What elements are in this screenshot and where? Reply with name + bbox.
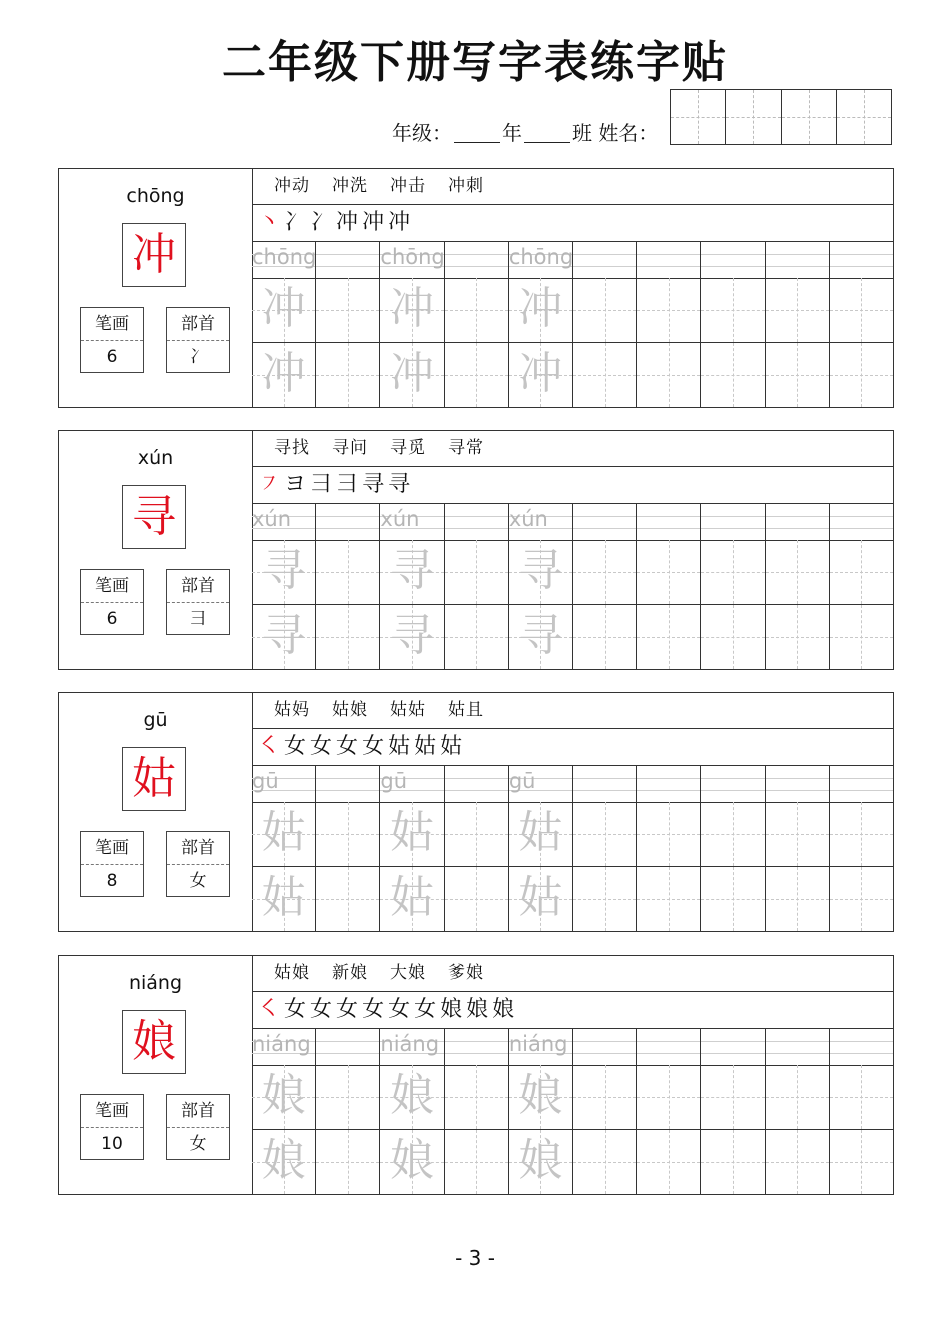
trace-character: 冲	[518, 283, 563, 334]
pinyin-cell[interactable]	[573, 766, 637, 802]
stroke-count-value: 6	[106, 347, 118, 367]
character-pinyin: gū	[143, 709, 168, 731]
pinyin-cell[interactable]	[830, 1029, 893, 1065]
writing-grid-cell[interactable]	[573, 802, 637, 866]
trace-character: 娘	[518, 1070, 563, 1121]
name-box-cell[interactable]	[782, 90, 837, 144]
writing-grid-cell[interactable]	[380, 1130, 444, 1194]
writing-grid-cell[interactable]	[509, 278, 573, 342]
character-pinyin: xún	[137, 447, 174, 469]
stroke-step: 姑	[414, 734, 437, 759]
radical-box	[166, 569, 230, 635]
writing-grid-cell[interactable]	[766, 1130, 830, 1194]
example-word: 冲动	[274, 176, 310, 196]
pinyin-cell[interactable]	[252, 504, 316, 540]
grade-label: 年级：	[392, 120, 452, 145]
example-words	[252, 693, 893, 729]
pinyin-cell[interactable]	[830, 242, 893, 278]
radical-box	[166, 1094, 230, 1160]
example-words	[252, 956, 893, 992]
name-box-cell[interactable]	[726, 90, 781, 144]
writing-grid-cell[interactable]	[252, 540, 316, 604]
writing-grid-row	[252, 1130, 893, 1194]
pinyin-cell[interactable]	[766, 1029, 830, 1065]
writing-grid-cell[interactable]	[509, 1065, 573, 1129]
trace-character: 娘	[261, 1070, 306, 1121]
page-title: 二年级下册写字表练字贴	[222, 37, 728, 88]
stroke-step: 冫	[284, 210, 307, 235]
writing-grid-cell[interactable]	[316, 605, 380, 669]
pinyin-cell[interactable]	[637, 1029, 701, 1065]
pinyin-row	[252, 766, 893, 803]
pinyin-cell[interactable]	[316, 1029, 380, 1065]
trace-character: 姑	[390, 807, 434, 858]
pinyin-cell[interactable]	[445, 242, 509, 278]
writing-grid-row	[252, 278, 893, 343]
pinyin-cell[interactable]	[766, 766, 830, 802]
writing-grid-cell[interactable]	[637, 278, 701, 342]
writing-grid-cell[interactable]	[701, 802, 765, 866]
stroke-step: 寻	[388, 472, 411, 497]
writing-grid-cell[interactable]	[445, 867, 509, 931]
class-blank[interactable]	[524, 122, 570, 143]
pinyin-cell[interactable]	[316, 504, 380, 540]
character-display: 姑	[122, 747, 186, 811]
character-card	[58, 430, 894, 670]
pinyin-trace: niáng	[508, 1032, 568, 1056]
writing-grid-cell[interactable]	[573, 1130, 637, 1194]
writing-grid-cell[interactable]	[766, 540, 830, 604]
pinyin-cell[interactable]	[380, 504, 444, 540]
practice-area	[252, 431, 893, 669]
stroke-step: ヨ	[284, 472, 307, 497]
practice-area	[252, 169, 893, 407]
writing-grid-cell[interactable]	[830, 867, 893, 931]
character-card	[58, 955, 894, 1195]
writing-grid-cell[interactable]	[701, 278, 765, 342]
writing-grid-cell[interactable]	[380, 540, 444, 604]
writing-grid-cell[interactable]	[573, 1065, 637, 1129]
example-word: 冲击	[390, 176, 426, 196]
stroke-step: 女	[284, 997, 307, 1022]
stroke-step: 冲	[388, 210, 411, 235]
stroke-step: ㇛	[258, 997, 281, 1022]
stroke-order	[252, 992, 893, 1029]
stroke-count-box	[80, 1094, 144, 1160]
trace-character: 冲	[390, 348, 434, 399]
pinyin-trace: xún	[380, 507, 420, 531]
writing-grid-cell[interactable]	[830, 343, 893, 407]
pinyin-trace: niáng	[252, 1032, 311, 1056]
writing-grid-cell[interactable]	[637, 802, 701, 866]
stroke-count-value: 8	[106, 871, 118, 891]
writing-grid-cell[interactable]	[701, 867, 765, 931]
stroke-step: ㇇	[258, 472, 281, 497]
writing-grid-cell[interactable]	[445, 343, 509, 407]
writing-grid-cell[interactable]	[316, 343, 380, 407]
stroke-order	[252, 205, 893, 242]
practice-area	[252, 956, 893, 1194]
writing-grid-cell[interactable]	[252, 1130, 316, 1194]
pinyin-row	[252, 504, 893, 541]
name-label: 姓名：	[598, 120, 659, 145]
stroke-count-value: 10	[101, 1134, 123, 1154]
trace-character: 冲	[390, 283, 434, 334]
writing-grid-cell[interactable]	[316, 867, 380, 931]
trace-character: 寻	[518, 545, 563, 596]
pinyin-cell[interactable]	[573, 1029, 637, 1065]
writing-grid-cell[interactable]	[445, 540, 509, 604]
writing-grid-cell[interactable]	[701, 605, 765, 669]
name-box-cell[interactable]	[671, 90, 726, 144]
stroke-order	[252, 729, 893, 766]
character-info	[59, 431, 253, 669]
pinyin-cell[interactable]	[830, 504, 893, 540]
trace-character: 寻	[518, 610, 563, 661]
pinyin-cell[interactable]	[509, 766, 573, 802]
writing-grid-cell[interactable]	[766, 278, 830, 342]
pinyin-cell[interactable]	[445, 766, 509, 802]
stroke-step: 女	[310, 734, 333, 759]
trace-character: 姑	[518, 872, 563, 923]
character-info	[59, 956, 253, 1194]
pinyin-cell[interactable]	[701, 1029, 765, 1065]
stroke-step: 女	[362, 734, 385, 759]
writing-grid-cell[interactable]	[830, 605, 893, 669]
radical-label: 部首	[167, 308, 229, 341]
stroke-step: ㇛	[258, 734, 281, 759]
stroke-count-label: 笔画	[81, 1095, 143, 1128]
writing-grid-cell[interactable]	[830, 278, 893, 342]
writing-grid-cell[interactable]	[830, 540, 893, 604]
character-info	[59, 693, 253, 931]
stroke-count-label: 笔画	[81, 832, 143, 865]
example-word: 姑娘	[332, 700, 368, 720]
practice-area	[252, 693, 893, 931]
pinyin-cell[interactable]	[316, 766, 380, 802]
stroke-count-label: 笔画	[81, 570, 143, 603]
writing-grid-cell[interactable]	[252, 278, 316, 342]
writing-grid-cell[interactable]	[701, 1065, 765, 1129]
radical-value: 女	[189, 871, 207, 891]
stroke-step: 女	[414, 997, 437, 1022]
writing-grid-cell[interactable]	[766, 1065, 830, 1129]
stroke-step: 女	[336, 734, 359, 759]
writing-grid-cell[interactable]	[380, 343, 444, 407]
writing-grid-row	[252, 605, 893, 669]
character-card	[58, 168, 894, 408]
pinyin-cell[interactable]	[766, 504, 830, 540]
stroke-step: 寻	[362, 472, 385, 497]
name-box-cell[interactable]	[837, 90, 891, 144]
writing-grid-cell[interactable]	[380, 278, 444, 342]
writing-grid-cell[interactable]	[380, 605, 444, 669]
stroke-step: 姑	[388, 734, 411, 759]
pinyin-trace: chōng	[380, 245, 445, 269]
pinyin-trace: niáng	[380, 1032, 440, 1056]
stroke-count-box	[80, 569, 144, 635]
writing-grid-cell[interactable]	[509, 802, 573, 866]
stroke-count-value: 6	[106, 609, 118, 629]
radical-box	[166, 307, 230, 373]
writing-grid-cell[interactable]	[573, 343, 637, 407]
pinyin-trace: xún	[252, 507, 292, 531]
radical-value: 彐	[189, 609, 207, 629]
pinyin-trace: chōng	[252, 245, 317, 269]
example-word: 姑且	[448, 700, 484, 720]
example-words	[252, 169, 893, 205]
stroke-step: 女	[284, 734, 307, 759]
character-info	[59, 169, 253, 407]
writing-grid-cell[interactable]	[509, 1130, 573, 1194]
writing-grid-cell[interactable]	[637, 605, 701, 669]
stroke-step: 女	[310, 997, 333, 1022]
pinyin-cell[interactable]	[637, 766, 701, 802]
writing-grid-cell[interactable]	[445, 802, 509, 866]
example-word: 爹娘	[448, 963, 484, 983]
pinyin-cell[interactable]	[509, 242, 573, 278]
writing-grid-cell[interactable]	[701, 343, 765, 407]
writing-grid-row	[252, 540, 893, 605]
writing-grid-cell[interactable]	[509, 343, 573, 407]
stroke-step: 冫	[310, 210, 333, 235]
pinyin-cell[interactable]	[316, 242, 380, 278]
writing-grid-cell[interactable]	[252, 867, 316, 931]
grade-blank[interactable]	[454, 122, 500, 143]
writing-grid-row	[252, 1065, 893, 1130]
example-word: 冲洗	[332, 176, 368, 196]
writing-grid-cell[interactable]	[637, 343, 701, 407]
trace-character: 寻	[261, 610, 306, 661]
writing-grid-cell[interactable]	[380, 867, 444, 931]
writing-grid-cell[interactable]	[509, 867, 573, 931]
writing-grid-cell[interactable]	[766, 802, 830, 866]
year-label: 年	[502, 120, 522, 145]
radical-value: 女	[189, 1134, 207, 1154]
stroke-step: 丶	[258, 210, 281, 235]
writing-grid-cell[interactable]	[316, 540, 380, 604]
radical-value: 冫	[189, 347, 207, 367]
radical-box	[166, 831, 230, 897]
pinyin-trace: xún	[508, 507, 548, 531]
pinyin-cell[interactable]	[445, 504, 509, 540]
example-words	[252, 431, 893, 467]
writing-grid-cell[interactable]	[316, 1130, 380, 1194]
trace-character: 寻	[261, 545, 306, 596]
writing-grid-cell[interactable]	[637, 1130, 701, 1194]
example-word: 寻常	[448, 438, 484, 458]
example-word: 姑姑	[390, 700, 426, 720]
stroke-step: 冲	[336, 210, 359, 235]
trace-character: 冲	[518, 348, 563, 399]
pinyin-cell[interactable]	[637, 504, 701, 540]
stroke-step: 女	[362, 997, 385, 1022]
stroke-step: 娘	[466, 997, 489, 1022]
page-number: - 3 -	[455, 1246, 495, 1270]
pinyin-trace: gū	[380, 769, 408, 793]
writing-grid-cell[interactable]	[766, 867, 830, 931]
character-pinyin: chōng	[126, 185, 185, 207]
pinyin-cell[interactable]	[252, 1029, 316, 1065]
trace-character: 寻	[390, 545, 434, 596]
writing-grid-cell[interactable]	[252, 802, 316, 866]
pinyin-cell[interactable]	[573, 242, 637, 278]
writing-grid-cell[interactable]	[445, 605, 509, 669]
trace-character: 冲	[261, 348, 306, 399]
writing-grid-cell[interactable]	[445, 278, 509, 342]
pinyin-cell[interactable]	[509, 1029, 573, 1065]
character-display: 冲	[122, 223, 186, 287]
trace-character: 寻	[390, 610, 434, 661]
writing-grid-cell[interactable]	[830, 802, 893, 866]
writing-grid-cell[interactable]	[509, 540, 573, 604]
trace-character: 娘	[390, 1135, 434, 1186]
stroke-step: 女	[388, 997, 411, 1022]
character-display: 娘	[122, 1010, 186, 1074]
character-card	[58, 692, 894, 932]
stroke-step: 娘	[440, 997, 463, 1022]
example-word: 大娘	[390, 963, 426, 983]
pinyin-trace: gū	[252, 769, 279, 793]
writing-grid-cell[interactable]	[380, 802, 444, 866]
stroke-count-label: 笔画	[81, 308, 143, 341]
writing-grid-cell[interactable]	[316, 1065, 380, 1129]
writing-grid-cell[interactable]	[252, 343, 316, 407]
name-boxes[interactable]	[670, 89, 892, 145]
writing-grid-cell[interactable]	[252, 605, 316, 669]
writing-grid-cell[interactable]	[701, 1130, 765, 1194]
writing-grid-cell[interactable]	[766, 343, 830, 407]
stroke-order	[252, 467, 893, 504]
pinyin-row	[252, 242, 893, 279]
example-word: 寻问	[332, 438, 368, 458]
writing-grid-cell[interactable]	[573, 278, 637, 342]
example-word: 新娘	[332, 963, 368, 983]
writing-grid-cell[interactable]	[766, 605, 830, 669]
pinyin-cell[interactable]	[380, 766, 444, 802]
writing-grid-cell[interactable]	[445, 1130, 509, 1194]
stroke-count-box	[80, 307, 144, 373]
pinyin-row	[252, 1029, 893, 1066]
trace-character: 娘	[261, 1135, 306, 1186]
example-word: 姑娘	[274, 963, 310, 983]
pinyin-cell[interactable]	[573, 504, 637, 540]
pinyin-trace: chōng	[508, 245, 574, 269]
stroke-step: 姑	[440, 734, 463, 759]
trace-character: 姑	[518, 807, 563, 858]
writing-grid-cell[interactable]	[701, 540, 765, 604]
example-word: 姑妈	[274, 700, 310, 720]
stroke-step: 彐	[310, 472, 333, 497]
stroke-step: ⺕	[336, 472, 359, 497]
pinyin-cell[interactable]	[509, 504, 573, 540]
student-info	[392, 118, 658, 144]
pinyin-cell[interactable]	[637, 242, 701, 278]
radical-label: 部首	[167, 570, 229, 603]
writing-grid-cell[interactable]	[380, 1065, 444, 1129]
radical-label: 部首	[167, 1095, 229, 1128]
pinyin-cell[interactable]	[380, 1029, 444, 1065]
writing-grid-cell[interactable]	[573, 540, 637, 604]
trace-character: 冲	[261, 283, 306, 334]
stroke-step: 女	[336, 997, 359, 1022]
writing-grid-cell[interactable]	[830, 1065, 893, 1129]
pinyin-cell[interactable]	[445, 1029, 509, 1065]
pinyin-cell[interactable]	[701, 504, 765, 540]
pinyin-cell[interactable]	[830, 766, 893, 802]
trace-character: 娘	[390, 1070, 434, 1121]
stroke-step: 娘	[492, 997, 515, 1022]
writing-grid-cell[interactable]	[316, 802, 380, 866]
example-word: 冲刺	[448, 176, 484, 196]
pinyin-trace: gū	[508, 769, 536, 793]
pinyin-cell[interactable]	[766, 242, 830, 278]
pinyin-cell[interactable]	[252, 766, 316, 802]
trace-character: 姑	[261, 807, 306, 858]
pinyin-cell[interactable]	[701, 766, 765, 802]
writing-grid-cell[interactable]	[509, 605, 573, 669]
trace-character: 姑	[261, 872, 306, 923]
character-pinyin: niáng	[128, 972, 183, 994]
writing-grid-cell[interactable]	[252, 1065, 316, 1129]
radical-label: 部首	[167, 832, 229, 865]
writing-grid-row	[252, 867, 893, 931]
pinyin-cell[interactable]	[252, 242, 316, 278]
writing-grid-cell[interactable]	[830, 1130, 893, 1194]
writing-grid-cell[interactable]	[637, 867, 701, 931]
pinyin-cell[interactable]	[701, 242, 765, 278]
writing-grid-cell[interactable]	[445, 1065, 509, 1129]
class-label: 班	[572, 120, 592, 145]
example-word: 寻找	[274, 438, 310, 458]
stroke-count-box	[80, 831, 144, 897]
trace-character: 姑	[390, 872, 434, 923]
writing-grid-cell[interactable]	[573, 867, 637, 931]
writing-grid-cell[interactable]	[637, 1065, 701, 1129]
character-display: 寻	[122, 485, 186, 549]
writing-grid-cell[interactable]	[573, 605, 637, 669]
writing-grid-cell[interactable]	[316, 278, 380, 342]
writing-grid-row	[252, 343, 893, 407]
example-word: 寻觅	[390, 438, 426, 458]
pinyin-cell[interactable]	[380, 242, 444, 278]
writing-grid-row	[252, 802, 893, 867]
stroke-step: 冲	[362, 210, 385, 235]
writing-grid-cell[interactable]	[637, 540, 701, 604]
trace-character: 娘	[518, 1135, 563, 1186]
